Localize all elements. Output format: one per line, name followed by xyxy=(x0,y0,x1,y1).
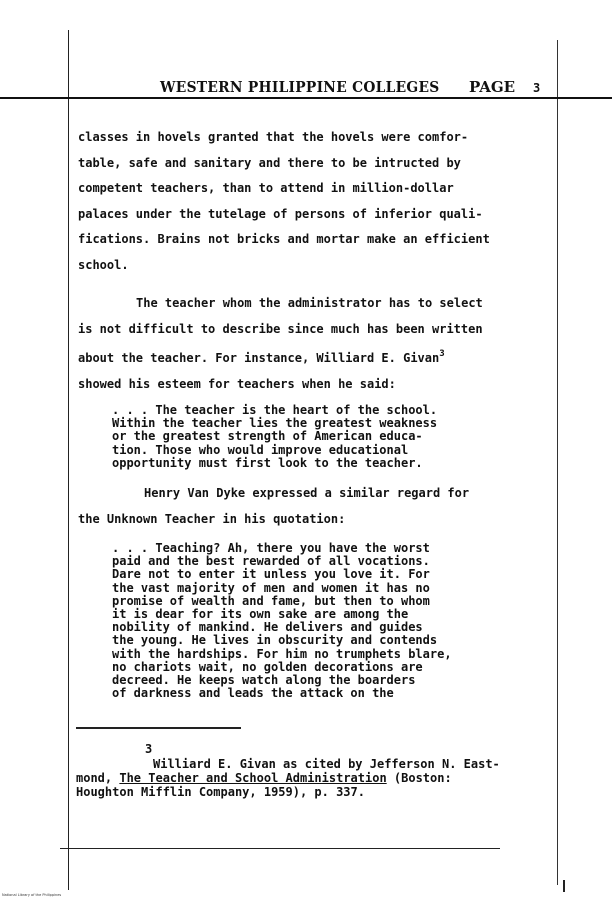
quote-line: tion. Those who would improve educational xyxy=(112,442,409,457)
text-span: about the teacher. For instance, Williard E. Givan xyxy=(78,351,440,365)
footnote-marker: 3 xyxy=(145,742,153,756)
block-quote-2 xyxy=(112,542,532,700)
quote-line: the young. He lives in obscurity and contends xyxy=(112,633,438,648)
paragraph-3 xyxy=(78,481,558,532)
text-line: the Unknown Teacher in his quotation: xyxy=(78,511,346,526)
header-page-number: 3 xyxy=(533,81,541,95)
text-line: Henry Van Dyke expressed a similar regard for xyxy=(144,486,470,500)
quote-line: it is dear for its own sake are among the xyxy=(112,607,409,622)
block-quote-1 xyxy=(112,404,532,470)
quote-line: Within the teacher lies the greatest weakness xyxy=(112,416,438,431)
text-line xyxy=(78,342,558,372)
quote-line: Dare not to enter it unless you love it. For xyxy=(112,567,430,582)
quote-line: the vast majority of men and women it has no xyxy=(112,580,430,595)
quote-line: . . . Teaching? Ah, there you have the worst xyxy=(112,541,430,555)
quote-line: of darkness and leads the attack on the xyxy=(112,686,394,701)
left-margin-line xyxy=(68,30,69,890)
quote-line: nobility of mankind. He delivers and guides xyxy=(112,620,423,635)
page-header xyxy=(160,78,560,100)
quote-line: opportunity must first look to the teacher. xyxy=(112,455,423,470)
footnote-rule xyxy=(76,727,241,729)
footnote-text: (Boston: xyxy=(386,771,452,785)
bottom-rule xyxy=(60,848,500,849)
quote-line: . . . The teacher is the heart of the school. xyxy=(112,403,438,417)
book-title: The Teacher and School Administration xyxy=(119,771,387,785)
scan-mark xyxy=(563,880,565,892)
footnote-reference: 3 xyxy=(439,349,445,359)
paragraph-1 xyxy=(78,125,558,278)
quote-line: with the hardships. For him no trumphets blare, xyxy=(112,646,452,661)
text-line: is not difficult to describe since much has been written xyxy=(78,321,483,336)
text-line: palaces under the tutelage of persons of inferior quali- xyxy=(78,206,483,221)
text-line: showed his esteem for teachers when he said: xyxy=(78,376,396,391)
footnote-line xyxy=(76,771,556,785)
footnote-text: mond, xyxy=(76,771,120,785)
quote-line: or the greatest strength of American educa- xyxy=(112,429,423,444)
footnote-line: Houghton Mifflin Company, 1959), p. 337. xyxy=(76,785,365,799)
quote-line: paid and the best rewarded of all vocations. xyxy=(112,554,430,569)
quote-line: decreed. He keeps watch along the boarders xyxy=(112,673,416,688)
header-page-label: PAGE xyxy=(469,78,516,96)
text-line: fications. Brains not bricks and mortar make an efficient xyxy=(78,232,490,246)
quote-line: no chariots wait, no golden decorations are xyxy=(112,659,423,674)
library-stamp: National Library of the Philippines xyxy=(2,893,62,897)
footnote xyxy=(76,742,556,799)
quote-line: promise of wealth and fame, but then to whom xyxy=(112,593,430,608)
text-line: table, safe and sanitary and there to be intructed by xyxy=(78,155,461,170)
text-line: classes in hovels granted that the hovels were comfor- xyxy=(78,130,469,144)
header-title: WESTERN PHILIPPINE COLLEGES xyxy=(160,78,440,96)
text-line: school. xyxy=(78,257,129,272)
text-line: competent teachers, than to attend in million-dollar xyxy=(78,181,454,195)
paragraph-2 xyxy=(78,291,558,397)
footnote-line: Williard E. Givan as cited by Jefferson N. East- xyxy=(153,757,500,771)
text-line: The teacher whom the administrator has to select xyxy=(136,296,483,310)
